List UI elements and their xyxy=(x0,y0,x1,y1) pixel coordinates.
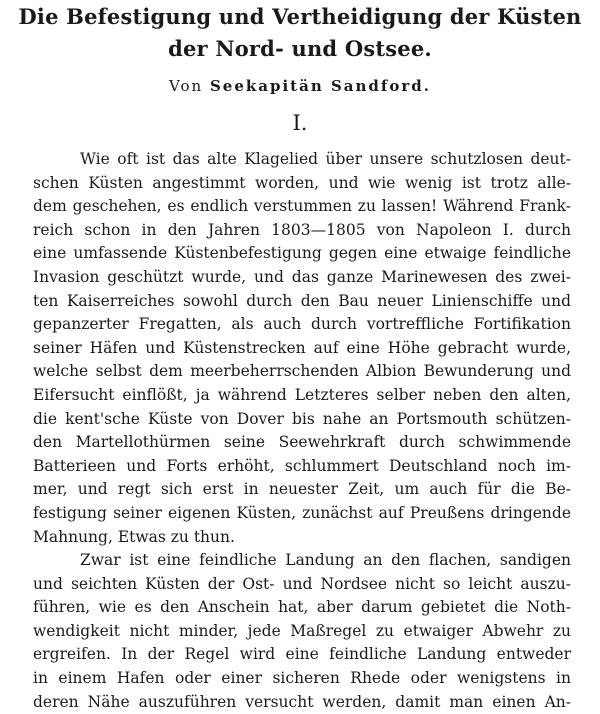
chapter-heading: I. xyxy=(292,111,308,135)
text-line: dem geschehen, es endlich verstummen zu lassen! Während Frank- xyxy=(33,197,571,216)
text-line: ergreifen. In der Regel wird eine feindliche Landung entweder xyxy=(33,645,571,664)
text-line: Zwar ist eine feindliche Landung an den flachen, sandigen xyxy=(80,551,571,570)
body-text xyxy=(33,148,571,714)
text-line: gepanzerter Fregatten, als auch durch vortreffliche Fortifikation xyxy=(33,315,571,334)
text-line: Mahnung, Etwas zu thun. xyxy=(33,527,235,546)
text-line: schen Küsten angestimmt worden, und wie wenig ist trotz alle- xyxy=(33,173,571,192)
text-line: Wie oft ist das alte Klagelied über unsere schutzlosen deut- xyxy=(80,150,571,168)
text-line: mer, und regt sich erst in neuester Zeit, um auch für die Be- xyxy=(33,480,571,499)
byline-author: Seekapitän Sandford. xyxy=(209,77,431,95)
text-line: Invasion geschützt wurde, und das ganze Marinewesen des zwei- xyxy=(33,267,571,286)
text-line: welche selbst dem meerbeherrschenden Albion Bewunderung und xyxy=(33,362,571,381)
text-line: den Martellothürmen seine Seewehrkraft durch schwimmende xyxy=(33,433,571,452)
text-line: festigung seiner eigenen Küsten, zunächst auf Preußens dringende xyxy=(33,503,571,522)
text-line: die kent'sche Küste von Dover bis nahe an Portsmouth schützen- xyxy=(33,409,571,428)
article-title-line-1: Die Befestigung und Vertheidigung der Küsten xyxy=(18,4,582,29)
text-line: Batterieen und Forts erhöht, schlummert Deutschland noch im- xyxy=(33,456,571,475)
text-line: deren Nähe auszuführen versucht werden, damit man einen An- xyxy=(33,692,571,711)
text-line: eine umfassende Küstenbefestigung gegen eine etwaige feindliche xyxy=(33,244,571,263)
byline-prefix: Von xyxy=(169,77,204,95)
article-title-line-2: der Nord- und Ostsee. xyxy=(168,36,432,61)
text-line: wendigkeit nicht minder, jede Maßregel zu etwaiger Abwehr zu xyxy=(33,621,571,640)
byline xyxy=(0,76,600,96)
text-line: seiner Häfen und Küstenstrecken auf eine Höhe gebracht wurde, xyxy=(33,338,571,357)
text-line: in einem Hafen oder einer sicheren Rhede oder wenigstens in xyxy=(33,669,571,688)
text-line: führen, wie es den Anschein hat, aber darum gebietet die Noth- xyxy=(33,598,571,617)
text-line: und seichten Küsten der Ost- und Nordsee nicht so leicht auszu- xyxy=(33,574,571,593)
text-line: Eifersucht einflößt, ja während Letzteres selber neben den alten, xyxy=(33,385,571,404)
text-line: ten Kaiserreiches sowohl durch den Bau neuer Linienschiffe und xyxy=(33,291,571,310)
text-line: reich schon in den Jahren 1803—1805 von Napoleon I. durch xyxy=(33,220,571,239)
